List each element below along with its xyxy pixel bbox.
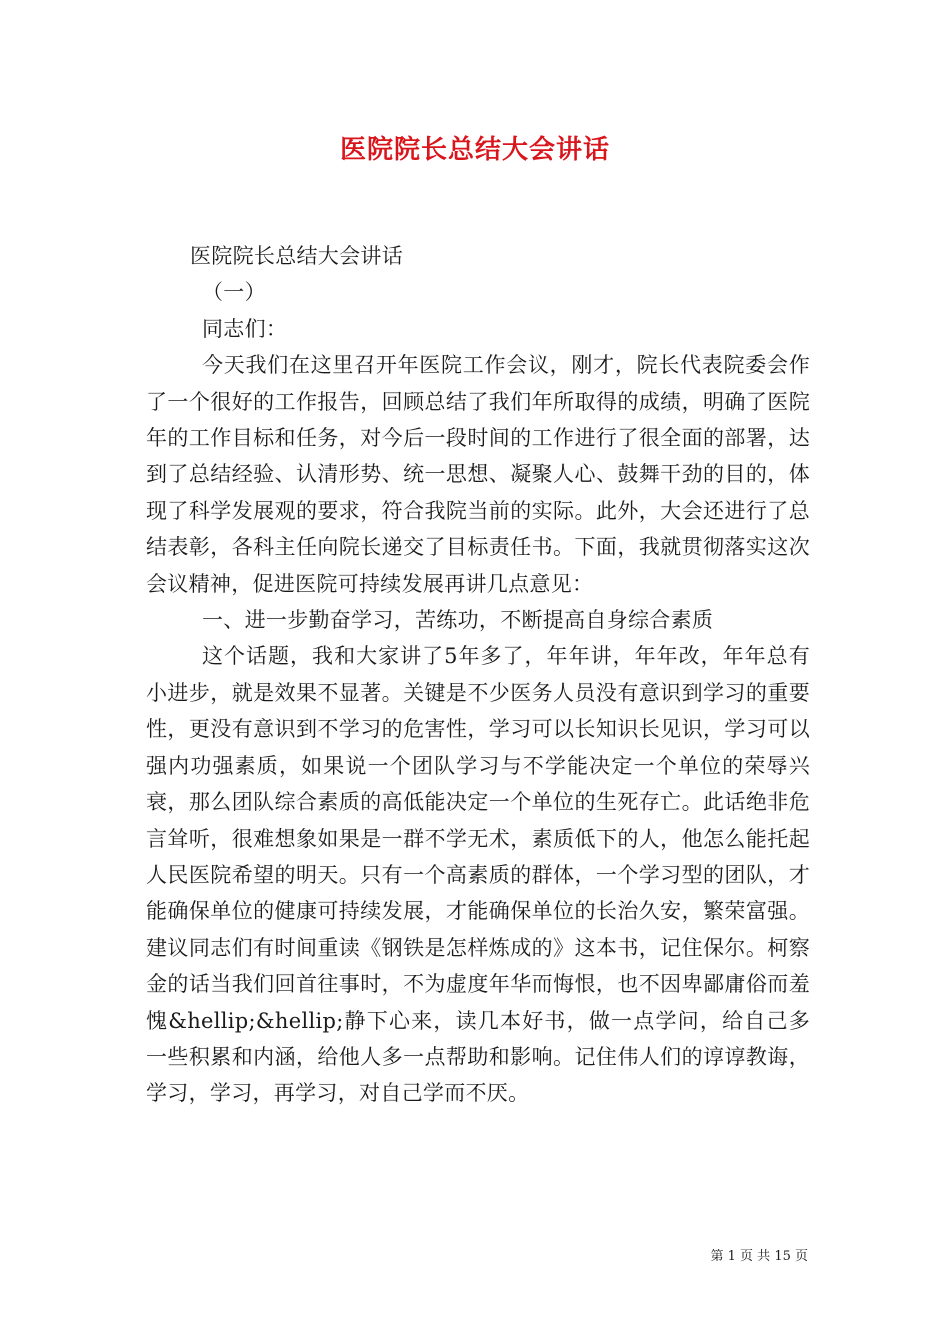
- document-subtitle: 医院院长总结大会讲话: [190, 244, 403, 268]
- page-footer: 第 1 页 共 15 页: [710, 1249, 808, 1264]
- salutation: 同志们：: [202, 316, 288, 341]
- document-title: 医院院长总结大会讲话: [339, 135, 610, 165]
- section-heading: 一、进一步勤奋学习，苦练功，不断提高自身综合素质: [202, 608, 714, 633]
- section-number: （一）: [202, 280, 266, 305]
- document-body: [146, 238, 810, 1112]
- paragraph: 这个话题，我和大家讲了5年多了，年年讲，年年改，年年总有小进步，就是效果不显著。关键是不少医务人员没有意识到学习的重要性，更没有意识到不学习的危害性，学习可以长知识长见识，学习可以强内功强素质，如果说一个团队学习与不学能决定一个单位的荣辱兴衰，那么团队综合素质的高低能决定一个单位的生死存亡。此话绝非危言耸听，很难想象如果是一群不学无术，素质低下的人，他怎么能托起人民医院希望的明天。只有一个高素质的群体，一个学习型的团队，才能确保单位的健康可持续发展，才能确保单位的长治久安，繁荣富强。建议同志们有时间重读《钢铁是怎样炼成的》这本书，记住保尔。柯察金的话当我们回首往事时，不为虚度年华而悔恨，也不因卑鄙庸俗而羞愧&hellip;&hellip;静下心来，读几本好书，做一点学问，给自己多一些积累和内涵，给他人多一点帮助和影响。记住伟人们的谆谆教诲，学习，学习，再学习，对自己学而不厌。: [146, 644, 810, 1106]
- paragraph: 今天我们在这里召开年医院工作会议，刚才，院长代表院委会作了一个很好的工作报告，回顾总结了我们年所取得的成绩，明确了医院年的工作目标和任务，对今后一段时间的工作进行了很全面的部署，达到了总结经验、认清形势、统一思想、凝聚人心、鼓舞干劲的目的，体现了科学发展观的要求，符合我院当前的实际。此外，大会还进行了总结表彰，各科主任向院长递交了目标责任书。下面，我就贯彻落实这次会议精神，促进医院可持续发展再讲几点意见：: [146, 353, 810, 596]
